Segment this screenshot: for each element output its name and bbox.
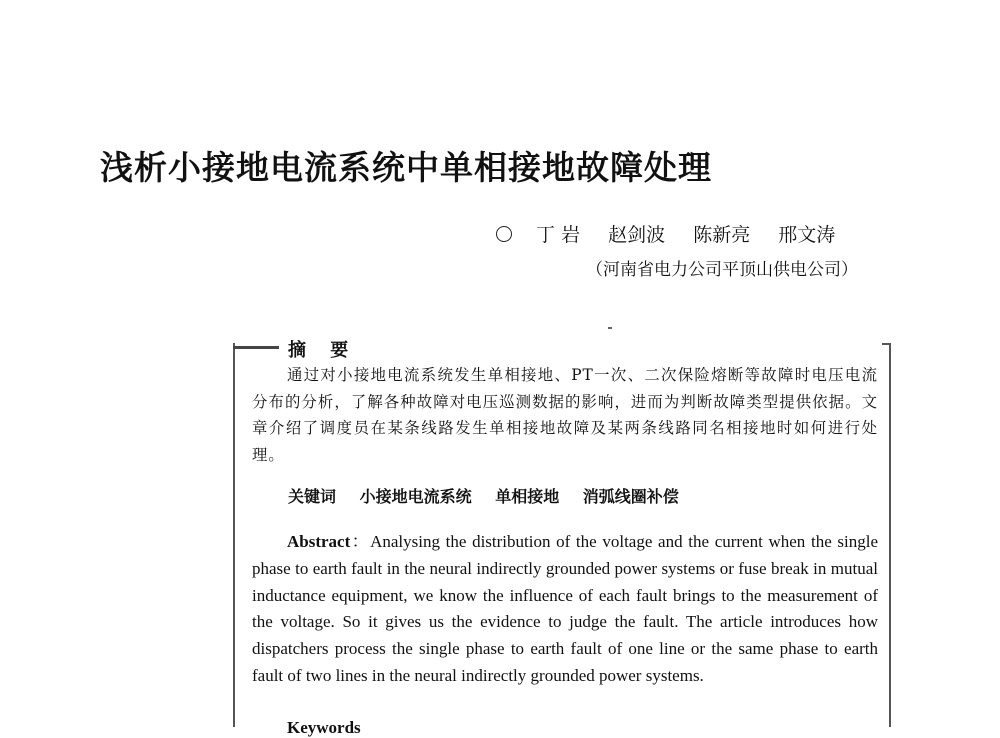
abstract-box-corner-rule xyxy=(233,346,279,349)
affiliation: （河南省电力公司平顶山供电公司） xyxy=(586,260,858,280)
author-name: 邢文涛 xyxy=(778,224,836,246)
abstract-english-label: Abstract xyxy=(287,532,351,551)
author-name: 赵剑波 xyxy=(608,224,666,246)
abstract-box-right-rule xyxy=(889,343,891,727)
abstract-chinese-text: 通过对小接地电流系统发生单相接地、PT一次、二次保险熔断等故障时电压电流分布的分析，了解各种故障对电压巡测数据的影响，进而为判断故障类型提供依据。文章介绍了调度员在某条线路发生单相接地故障及某两条线路同名相接地时如何进行处理。 xyxy=(252,366,878,464)
abstract-english-text: Analysing the distribution of the voltage and the current when the single phase to earth fault in the neural indirectly grounded power systems or fuse break in mutual inductance equipment, we know the influence of each fault brings to the measurement of the voltage. So it gives us the evidence to judge the fault. The article introduces how dispatchers process the single phase to earth fault of one line or the same phase to earth fault of two lines in the neural indirectly grounded power systems. xyxy=(252,532,878,685)
scan-mark xyxy=(608,327,612,329)
keywords-label: 关键词 xyxy=(288,487,337,506)
circle-bullet-icon xyxy=(496,226,512,242)
author-name: 陈新亮 xyxy=(693,224,751,246)
paper-title: 浅析小接地电流系统中单相接地故障处理 xyxy=(100,148,712,187)
abstract-heading: 摘 要 xyxy=(288,340,358,361)
keyword-item: 消弧线圈补偿 xyxy=(582,487,679,506)
keywords-english-label: Keywords xyxy=(287,718,361,737)
keyword-item: 单相接地 xyxy=(495,487,560,506)
abstract-label-separator: ： xyxy=(350,532,371,551)
author-name: 丁 岩 xyxy=(536,224,581,246)
keywords-chinese xyxy=(288,484,697,507)
author-line xyxy=(496,220,835,247)
abstract-box-left-rule xyxy=(233,343,235,727)
abstract-english xyxy=(252,529,878,690)
keyword-item: 小接地电流系统 xyxy=(359,487,472,506)
abstract-box-corner-rule xyxy=(882,343,890,345)
